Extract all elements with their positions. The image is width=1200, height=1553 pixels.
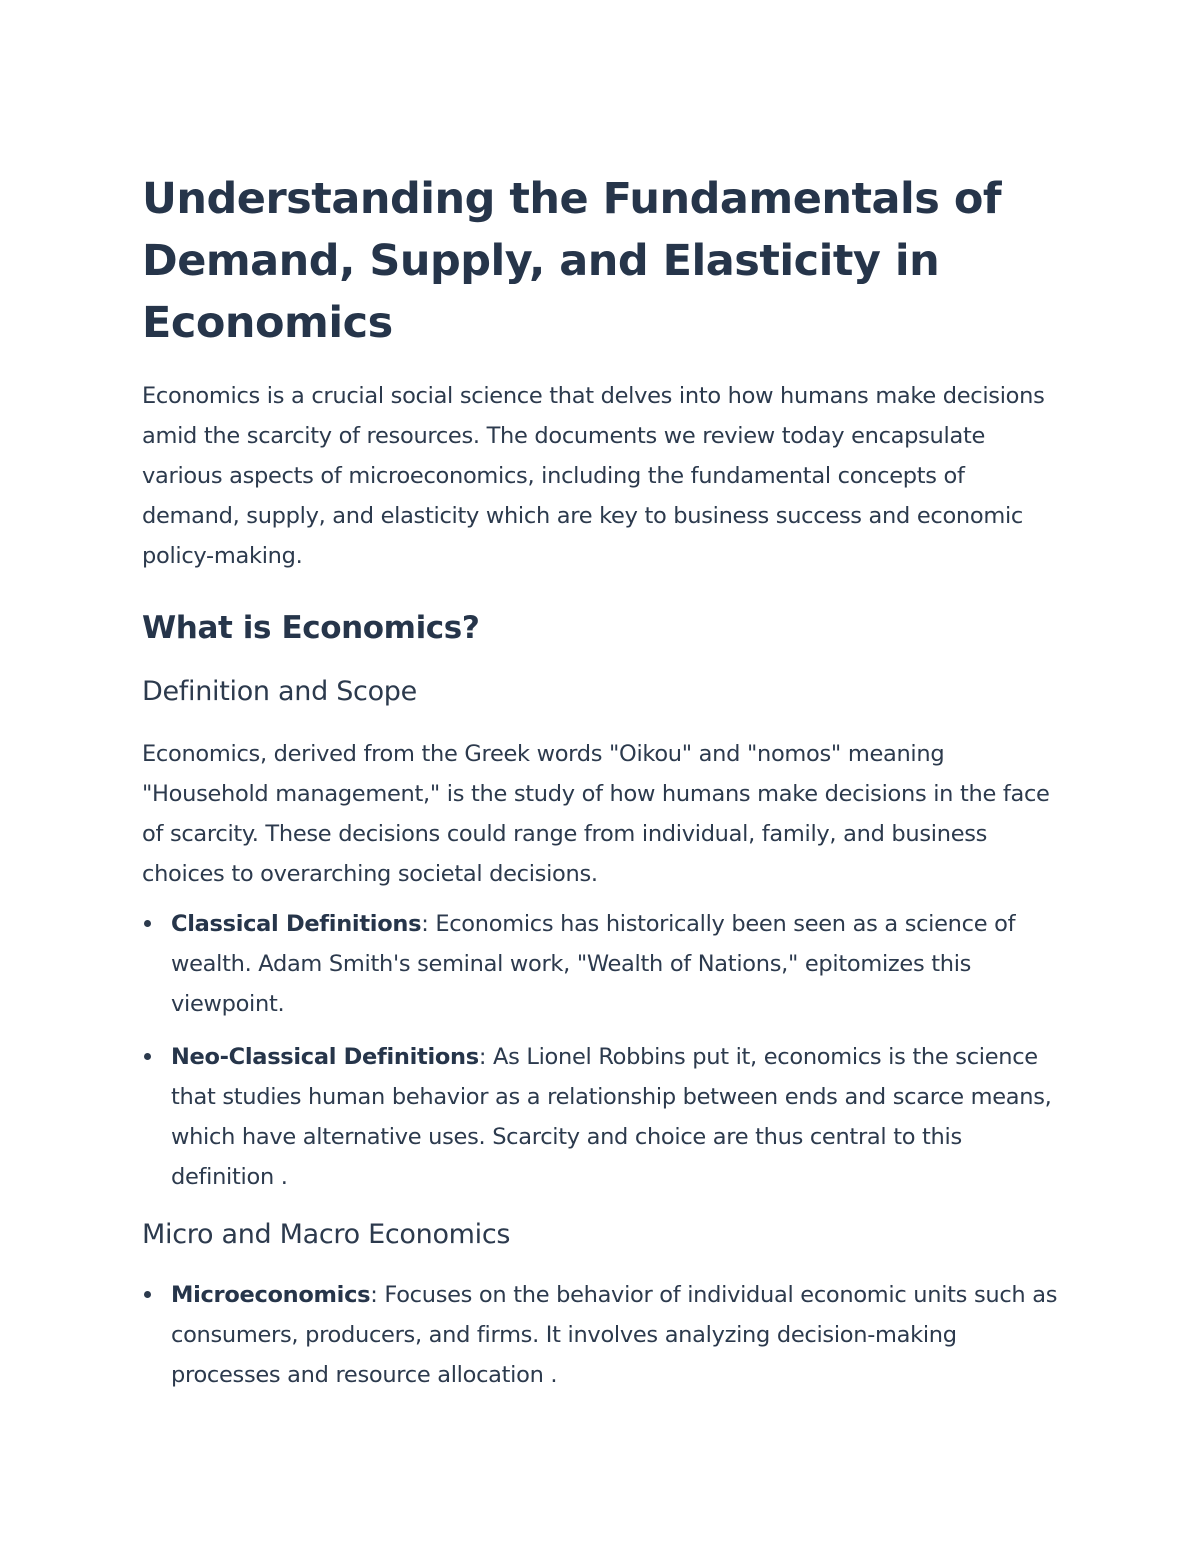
bullet-icon [144,1053,151,1060]
subsection-heading-micro-and-macro: Micro and Macro Economics [142,1219,511,1250]
list-item-text: : Economics has historically been seen as a science of wealth. Adam Smith's seminal work, "Wealth of Nations," epitomizes this viewpoint. [171,911,1016,1017]
list-item-microeconomics [142,1275,1062,1395]
document-title: Understanding the Fundamentals of Demand, Supply, and Elasticity in Economics [142,174,1002,348]
list-item-term: Neo-Classical Definitions [171,1044,479,1070]
subsection-heading-definition-and-scope: Definition and Scope [142,676,417,707]
list-item-text: : Focuses on the behavior of individual economic units such as consumers, producers, and firms. It involves analyzing decision-making processes and resource allocation . [171,1282,1058,1388]
micro-macro-list [142,1275,1062,1395]
section-heading-what-is-economics: What is Economics? [142,610,480,646]
bullet-icon [144,1291,151,1298]
list-item-neo-classical-definitions [142,1037,1062,1197]
list-item-term: Microeconomics [171,1282,371,1308]
bullet-icon [144,920,151,927]
definitions-list [142,904,1062,1197]
definition-paragraph: Economics, derived from the Greek words "Oikou" and "nomos" meaning "Household management," is the study of how humans make decisions in the face of scarcity. These decisions could range from individual, family, and business choices to overarching societal decisions. [142,741,1050,887]
intro-paragraph: Economics is a crucial social science that delves into how humans make decisions amid the scarcity of resources. The documents we review today encapsulate various aspects of microeconomics, including the fundamental concepts of demand, supply, and elasticity which are key to business success and economic policy-making. [142,383,1045,569]
list-item-text: : As Lionel Robbins put it, economics is the science that studies human behavior as a relationship between ends and scarce means, which have alternative uses. Scarcity and choice are thus central to this definition . [171,1044,1052,1190]
document-page [142,168,1062,1408]
list-item-term: Classical Definitions [171,911,422,937]
list-item-classical-definitions [142,904,1062,1024]
